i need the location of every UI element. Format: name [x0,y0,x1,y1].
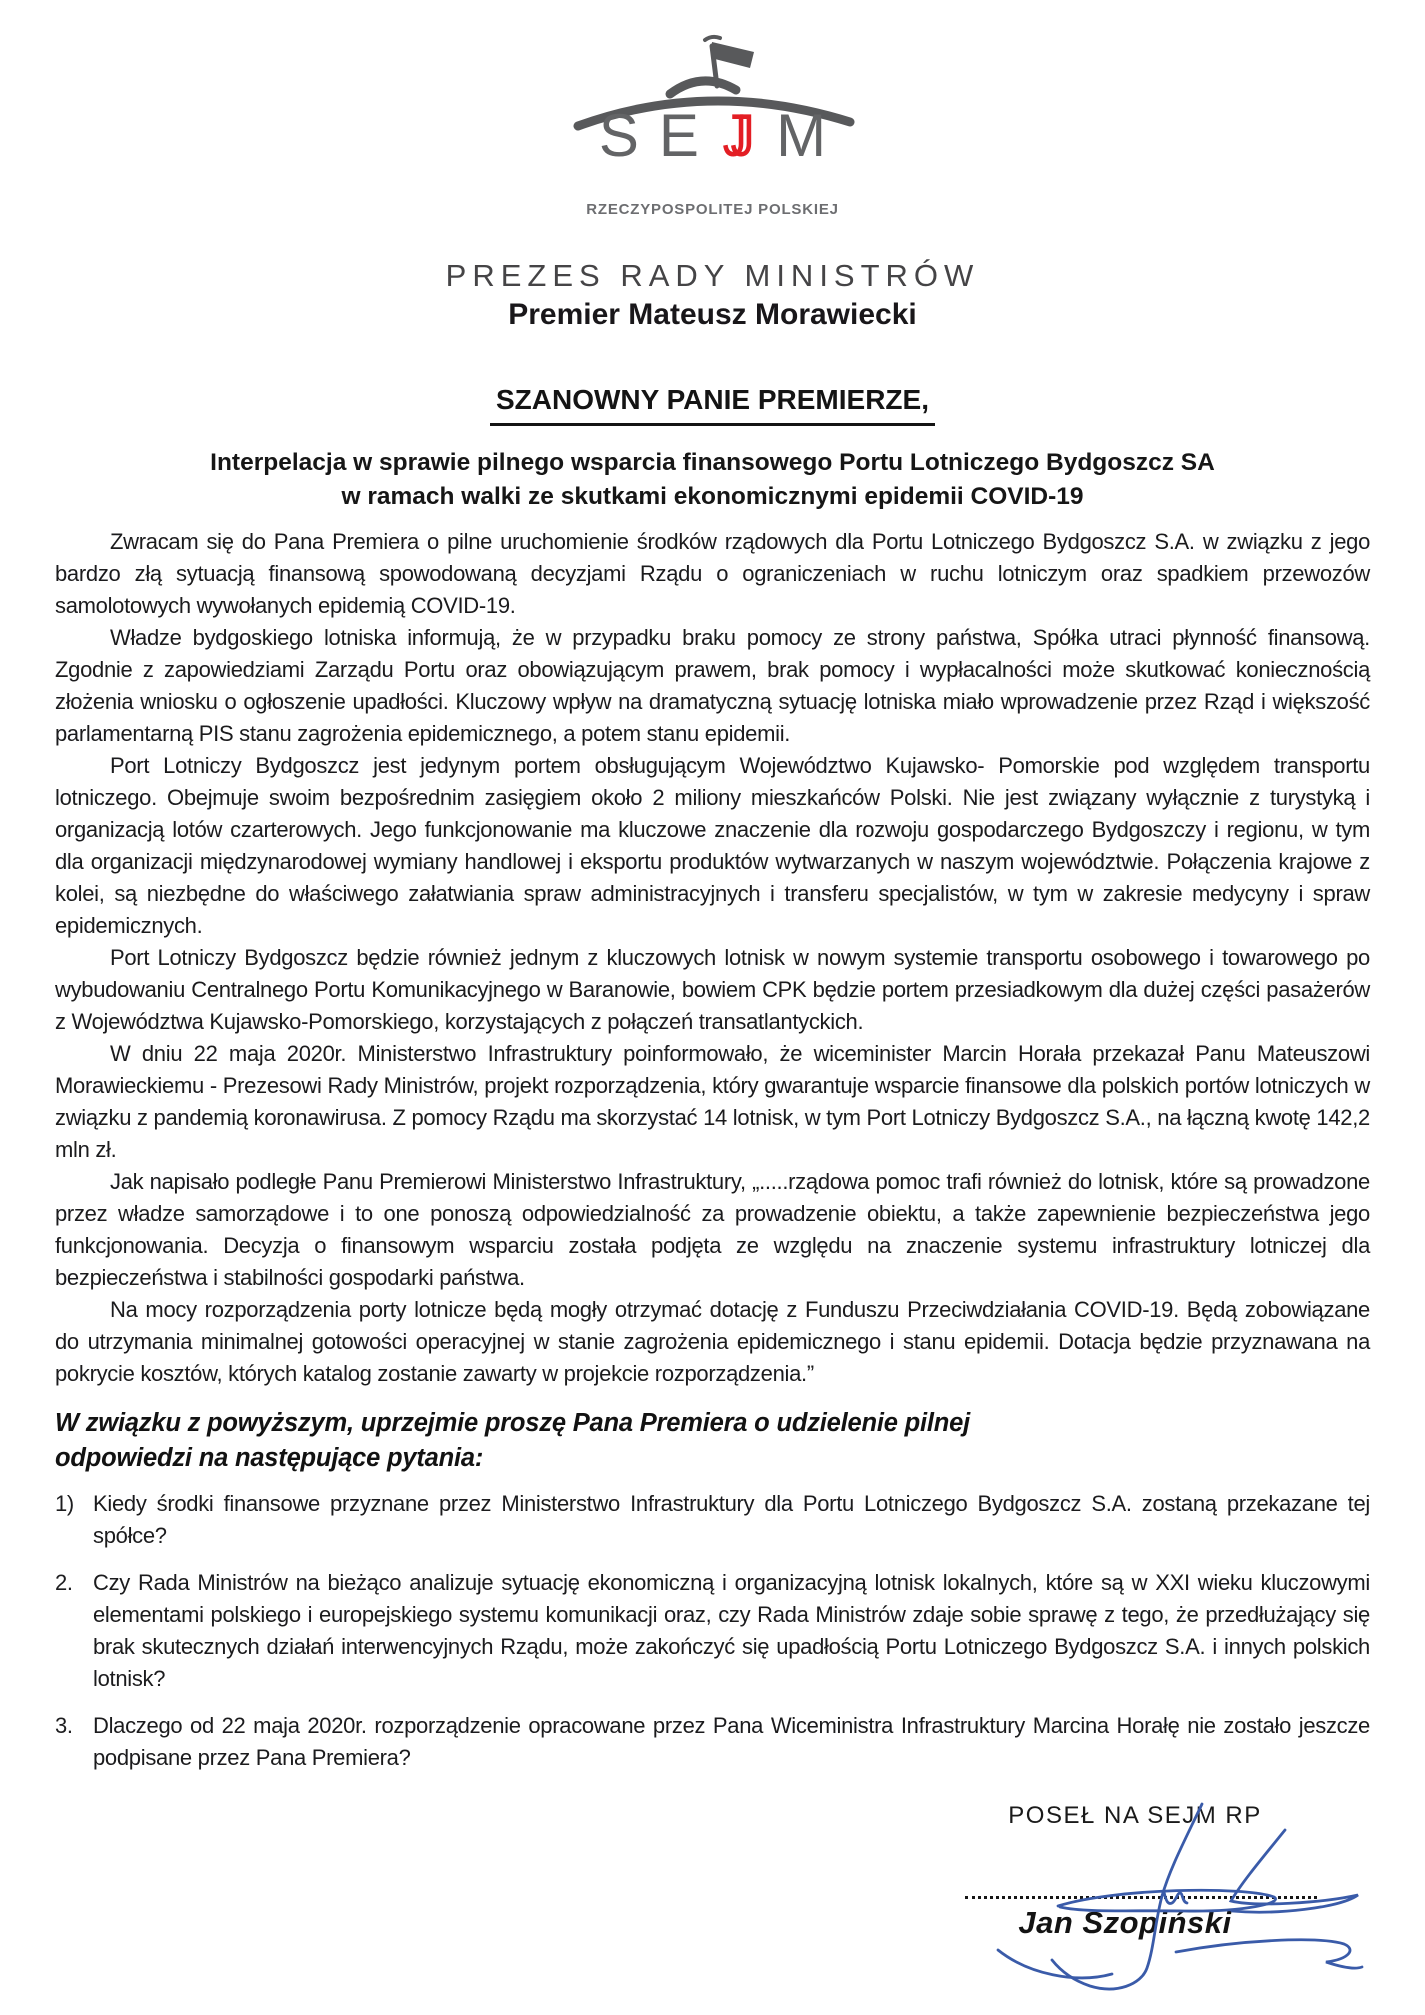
sejm-wordmark [558,102,868,169]
question-marker: 2. [55,1570,73,1595]
sejm-logo-subtitle: RZECZYPOSPOLITEJ POLSKIEJ [586,201,839,218]
signer-role: POSEŁ NA SEJM RP [1008,1802,1262,1829]
paragraph: Port Lotniczy Bydgoszcz będzie również jednym z kluczowych lotnisk w nowym systemie transportu osobowego i towarowego po wybudowaniu Centralnego Portu Komunikacyjnego w Baranowie, bowiem CPK będzie portem przesiadkowym dla dużej części pasażerów z Województwa Kujawsko-Pomorskiego, korzystających z połączeń transatlantyckich. [55,945,1370,1034]
request-line-2: odpowiedzi na następujące pytania: [55,1444,484,1472]
signature-block [940,1802,1370,2012]
subject-line-1: Interpelacja w sprawie pilnego wsparcia finansowego Portu Lotniczego Bydgoszcz SA [210,449,1215,476]
paragraph: Jak napisało podległe Panu Premierowi Ministerstwo Infrastruktury, „.....rządowa pomoc trafi również do lotnisk, które są prowadzone przez władze samorządowe i to one ponoszą odpowiedzialność za prowadzenie obiektu, a także zapewnienie bezpieczeństwa jego funkcjonowania. Decyzja o finansowym wsparciu została podjęta ze względu na znaczenie systemu infrastruktury lotniczej dla bezpieczeństwa i stabilności gospodarki państwa. [55,1169,1370,1290]
paragraph: Władze bydgoskiego lotniska informują, że w przypadku braku pomocy ze strony państwa, Spółka utraci płynność finansową. Zgodnie z zapowiedziami Zarządu Portu oraz obowiązującym prawem, brak pomocy i wypłacalności może skutkować koniecznością złożenia wniosku o ogłoszenie upadłości. Kluczowy wpływ na dramatyczną sytuację lotniska miało wprowadzenie przez Rząd i większość parlamentarną PIS stanu zagrożenia epidemicznego, a potem stanu epidemii. [55,625,1370,746]
salutation: SZANOWNY PANIE PREMIERZE, [490,384,935,426]
letterhead [55,30,1370,218]
sejm-logo [558,30,868,218]
salutation-row [55,384,1370,426]
sejm-letter-s: S [598,102,639,169]
paragraph: Zwracam się do Pana Premiera o pilne uruchomienie środków rządowych dla Portu Lotniczego Bydgoszcz S.A. w związku z jego bardzo złą sytuacją finansową spowodowaną decyzjami Rządu o ograniczeniach w ruchu lotniczym oraz spadkiem przewozów samolotowych wywołanych epidemią COVID-19. [55,529,1370,618]
signer-name: Jan Szopiński [1018,1905,1232,1940]
question-item [55,1710,1370,1774]
question-text: Czy Rada Ministrów na bieżąco analizuje sytuację ekonomiczną i organizacyjną lotnisk lokalnych, które są w XXI wieku kluczowymi elementami polskiego i europejskiego systemu komunikacji oraz, czy Rada Ministrów zdaje sobie sprawę z tego, że przedłużający się brak skutecznych działań interwencyjnych Rządu, może zakończyć się upadłością Portu Lotniczego Bydgoszcz S.A. i innych polskich lotnisk? [93,1570,1370,1691]
addressee-name: Premier Mateusz Morawiecki [508,298,917,331]
question-item [55,1567,1370,1695]
paragraph: W dniu 22 maja 2020r. Ministerstwo Infrastruktury poinformowało, że wiceminister Marcin Horała przekazał Panu Mateuszowi Morawieckiemu - Prezesowi Rady Ministrów, projekt rozporządzenia, który gwarantuje wsparcie finansowe dla polskich portów lotniczych w związku z pandemią koronawirusa. Z pomocy Rządu ma skorzystać 14 lotnisk, w tym Port Lotniczy Bydgoszcz S.A., na łączną kwotę 142,2 mln zł. [55,1041,1370,1162]
subject-line-2: w ramach walki ze skutkami ekonomicznymi epidemii COVID-19 [341,483,1084,510]
questions-list [55,1488,1370,1774]
question-marker: 1) [55,1491,74,1516]
paragraph: Port Lotniczy Bydgoszcz jest jedynym portem obsługującym Województwo Kujawsko- Pomorskie pod względem transportu lotniczego. Obejmuje swoim bezpośrednim zasięgiem około 2 miliony mieszkańców Polski. Nie jest związany wyłącznie z turystyką i organizacją lotów czarterowych. Jego funkcjonowanie ma kluczowe znaczenie dla rozwoju gospodarczego Bydgoszczy i regionu, w tym dla organizacji międzynarodowej wymiany handlowej i eksportu produktów wytwarzanych w naszym województwie. Połączenia krajowe z kolei, są niezbędne do właściwego załatwiania spraw administracyjnych i transferu specjalistów, w tym w zakresie medycyny i spraw epidemicznych. [55,753,1370,938]
question-marker: 3. [55,1713,73,1738]
sejm-double-j-red: JJ [722,102,739,169]
letter-body [55,526,1370,1390]
sejm-letter-e: E [658,102,699,169]
question-text: Kiedy środki finansowe przyznane przez Ministerstwo Infrastruktury dla Portu Lotniczego Bydgoszcz S.A. zostaną przekazane tej spółce? [93,1491,1370,1548]
question-item [55,1488,1370,1552]
subject-heading [55,446,1370,514]
question-text: Dlaczego od 22 maja 2020r. rozporządzenie opracowane przez Pana Wiceministra Infrastruktury Marcina Horałę nie zostało jeszcze podpisane przez Pana Premiera? [93,1713,1370,1770]
office-title: PREZES RADY MINISTRÓW [445,258,980,293]
sejm-letter-m: M [776,102,827,169]
paragraph: Na mocy rozporządzenia porty lotnicze będą mogły otrzymać dotację z Funduszu Przeciwdziałania COVID-19. Będą zobowiązane do utrzymania minimalnej gotowości operacyjnej w stanie zagrożenia epidemicznego i stanu epidemii. Dotacja będzie przyznawana na pokrycie kosztów, których katalog zostanie zawarty w projekcie rozporządzenia.” [55,1297,1370,1386]
request-line-1: W związku z powyższym, uprzejmie proszę Pana Premiera o udzielenie pilnej [55,1409,970,1437]
signature-dotted-line [965,1896,1317,1899]
request-statement [55,1406,1370,1476]
